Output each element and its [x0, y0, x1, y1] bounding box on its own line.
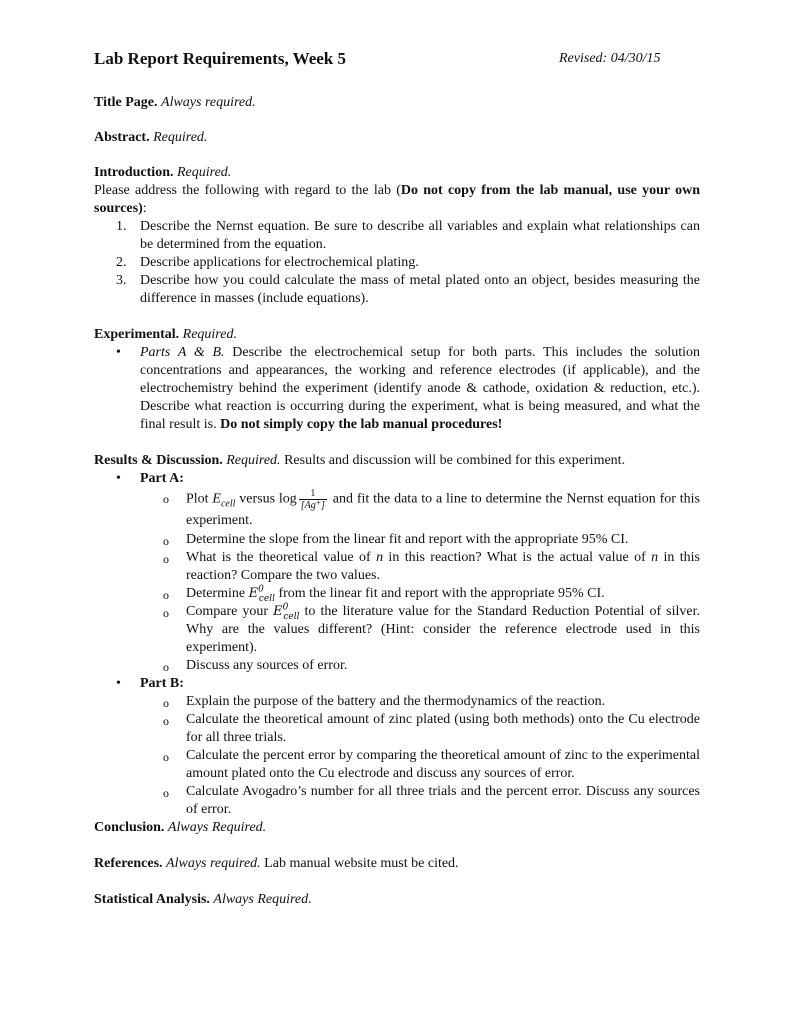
conclusion-note: Always Required.: [167, 820, 267, 835]
abstract-section: [94, 129, 700, 147]
introduction-note: Required.: [176, 165, 232, 180]
document-header: [94, 48, 700, 70]
references-note: Always required.: [166, 856, 261, 871]
introduction-section: [94, 164, 700, 308]
experimental-section: [94, 326, 700, 434]
part-a-label: Part A:: [140, 471, 184, 486]
list-item: o Explain the purpose of the battery and the thermodynamics of the reaction.: [163, 694, 606, 710]
title-page-heading: Title Page.: [94, 95, 158, 110]
part-a: [94, 470, 700, 675]
list-item: o Calculate Avogadro’s number for all three trials and the percent error. Discuss any sources of error.: [163, 784, 700, 817]
abstract-note: Required.: [153, 130, 208, 145]
part-b: [94, 675, 700, 819]
results-section: [94, 452, 700, 819]
experimental-heading: Experimental.: [94, 327, 180, 342]
experimental-note: Required.: [182, 327, 237, 342]
bullet-marker: •: [116, 345, 121, 360]
conclusion-heading: Conclusion.: [94, 820, 165, 835]
results-note: Required.: [226, 453, 281, 468]
bullet-marker: •: [116, 676, 121, 691]
results-parts: [94, 470, 700, 819]
abstract-heading: Abstract.: [94, 130, 150, 145]
fraction: $\frac{1}{[Ag^+]}$: [300, 488, 325, 511]
statistical-heading: Statistical Analysis.: [94, 892, 210, 907]
title-page-note: Always required.: [161, 95, 256, 110]
list-item: 1. Describe the Nernst equation. Be sure to describe all variables and explain what relationships can be determined from the equation.: [116, 219, 700, 252]
introduction-lead: Please address the following with regard to the lab (Do not copy from the lab manual, use your own sources):: [94, 183, 700, 216]
references-text: Lab manual website must be cited.: [264, 856, 459, 871]
introduction-list: [94, 218, 700, 308]
part-b-label: Part B:: [140, 676, 184, 691]
list-item: 3. Describe how you could calculate the mass of metal plated onto an object, besides measuring the difference in masses (include equations).: [116, 273, 700, 306]
title-page-section: [94, 94, 700, 112]
bullet-marker: •: [116, 471, 121, 486]
conclusion-section: [94, 819, 700, 837]
revised-date: Revised: 04/30/15: [559, 51, 661, 66]
part-b-list: [140, 693, 700, 819]
list-item: o Discuss any sources of error.: [163, 658, 348, 674]
list-item: 2. Describe applications for electrochemical plating.: [116, 255, 419, 270]
list-item: o Calculate the theoretical amount of zinc plated (using both methods) onto the Cu electrode for all three trials.: [163, 712, 700, 745]
list-item: o Calculate the percent error by comparing the theoretical amount of zinc to the experimental amount plated onto the Cu electrode and discuss any sources of error.: [163, 748, 700, 781]
part-a-list: [140, 488, 700, 675]
statistical-section: Statistical Analysis. Always Required.: [94, 892, 312, 907]
document-page: [94, 48, 700, 909]
results-heading: Results & Discussion.: [94, 453, 223, 468]
introduction-heading: Introduction.: [94, 165, 174, 180]
references-section: [94, 855, 700, 873]
list-item: o What is the theoretical value of n in this reaction? What is the actual value of n in this reaction? Compare the two values.: [163, 550, 700, 583]
experimental-list: [94, 344, 700, 434]
references-heading: References.: [94, 856, 163, 871]
list-item: o Plot $E_{cell}$ versus log $\frac{1}{[Ag^+]}$ and fit the data to a line to determine the Nernst equation for this experiment.: [163, 488, 700, 528]
list-item: o Determine $E^0_{cell}$ from the linear fit and report with the appropriate 95% CI.: [163, 584, 605, 604]
document-title: Lab Report Requirements, Week 5: [94, 49, 347, 68]
list-item: o Determine the slope from the linear fit and report with the appropriate 95% CI.: [163, 532, 629, 548]
statistical-note: Always Required: [213, 892, 309, 907]
list-item: o Compare your $E^0_{cell}$ to the literature value for the Standard Reduction Potential of silver. Why are the values different? (Hint: consider the reference electrode used in this experiment).: [163, 602, 700, 655]
list-item: • Parts A & B. Describe the electrochemical setup for both parts. This includes the solution concentrations and appearances, the working and reference electrodes (if applicable), and the electrochemistry behind the experiment (identify anode & cathode, oxidation & reduction, etc.). Describe what reaction is occurring during the experiment, what is being measured, and what the final result is. Do not simply copy the lab manual procedures!: [116, 345, 700, 432]
results-text: Results and discussion will be combined for this experiment.: [284, 453, 626, 468]
